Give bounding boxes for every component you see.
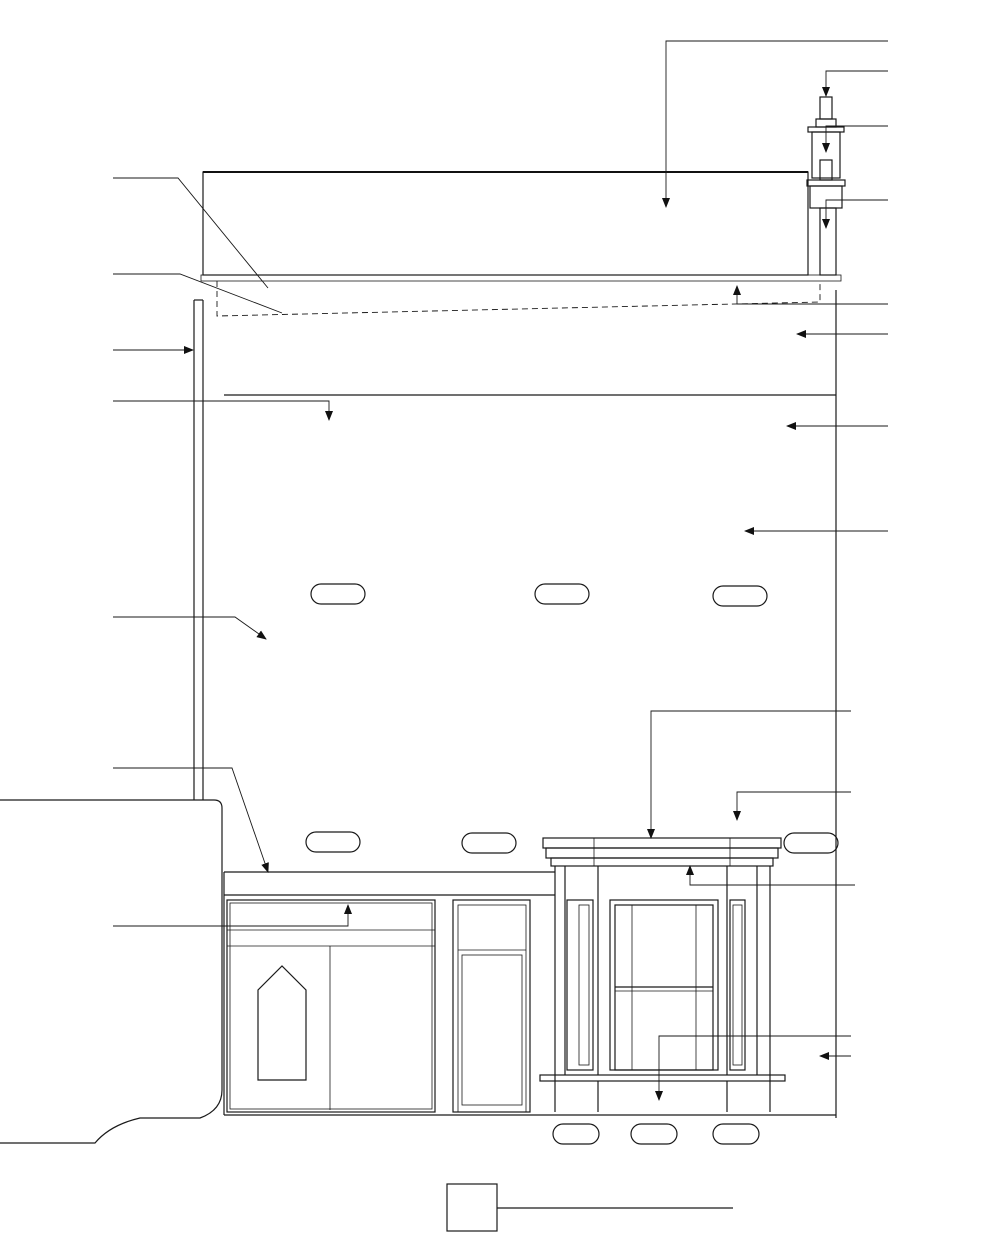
archway-gate <box>227 900 435 1112</box>
window-tag-w12 <box>462 833 516 853</box>
bay-window <box>540 838 785 1112</box>
neighbour-wall <box>0 800 222 1143</box>
window-tag-w23 <box>713 586 767 606</box>
window-tag-wg2 <box>631 1124 677 1144</box>
title-block <box>447 1184 733 1231</box>
slate-roof <box>201 172 841 281</box>
window-tag-wg3 <box>713 1124 759 1144</box>
chimney-stacks <box>807 97 845 275</box>
window-tag-wg1 <box>553 1124 599 1144</box>
window-tag-w13 <box>784 833 838 853</box>
front-door <box>453 900 530 1112</box>
parapet-gutter <box>217 281 820 316</box>
left-leaders <box>113 178 348 926</box>
window-tag-w11 <box>306 832 360 852</box>
window-tag-w21 <box>311 584 365 604</box>
party-wall <box>194 300 203 800</box>
window-tag-w22 <box>535 584 589 604</box>
